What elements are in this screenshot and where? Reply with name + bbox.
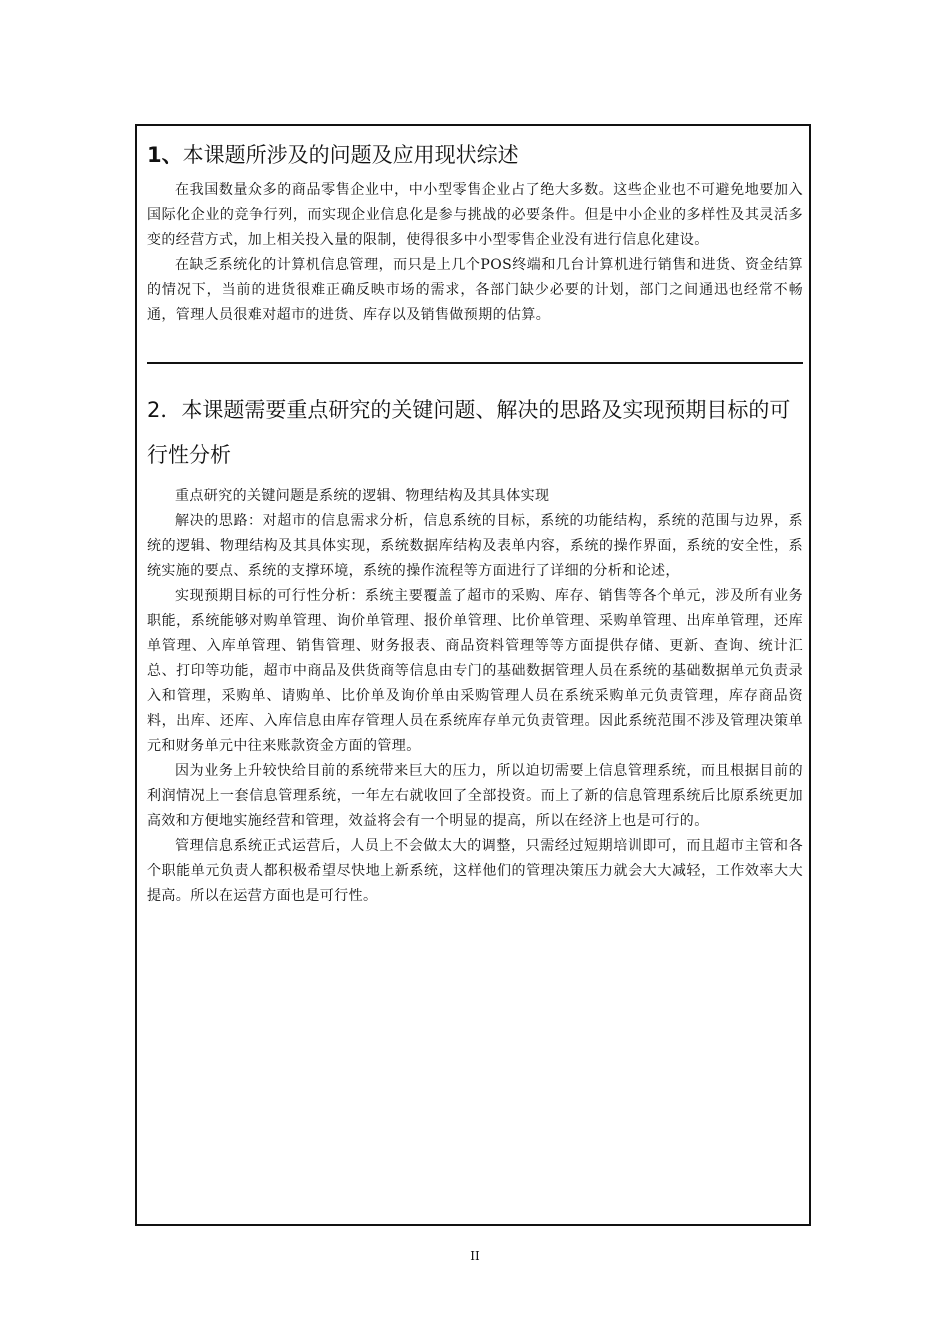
section-1-title: 本课题所涉及的问题及应用现状综述 <box>182 143 519 167</box>
frame-content <box>147 140 803 909</box>
section-2-paragraph: 因为业务上升较快给目前的系统带来巨大的压力，所以迫切需要上信息管理系统，而且根据目前的利润情况上一套信息管理系统，一年左右就收回了全部投资。而上了新的信息管理系统后比原系统更加高效和方便地实施经营和管理，效益将会有一个明显的提高，所以在经济上也是可行的。 <box>147 763 803 829</box>
section-2-number: 2． <box>147 398 182 422</box>
section-2-title: 本课题需要重点研究的关键问题、解决的思路及实现预期目标的可行性分析 <box>147 398 791 467</box>
section-2-paragraph: 实现预期目标的可行性分析：系统主要覆盖了超市的采购、库存、销售等各个单元，涉及所有业务职能，系统能够对购单管理、询价单管理、报价单管理、比价单管理、采购单管理、出库单管理，还库单管理、入库单管理、销售管理、财务报表、商品资料管理等等方面提供存储、更新、查询、统计汇总、打印等功能，超市中商品及供货商等信息由专门的基础数据管理人员在系统的基础数据单元负责录入和管理，采购单、请购单、比价单及询价单由采购管理人员在系统采购单元负责管理，库存商品资料，出库、还库、入库信息由库存管理人员在系统库存单元负责管理。因此系统范围不涉及管理决策单元和财务单元中往来账款资金方面的管理。 <box>147 588 803 754</box>
section-2-paragraph: 解决的思路：对超市的信息需求分析，信息系统的目标，系统的功能结构，系统的范围与边界，系统的逻辑、物理结构及其具体实现，系统数据库结构及表单内容，系统的操作界面，系统的安全性，系统实施的要点、系统的支撑环境，系统的操作流程等方面进行了详细的分析和论述， <box>147 513 803 579</box>
report-table-frame <box>135 124 811 1226</box>
section-2-paragraph: 重点研究的关键问题是系统的逻辑、物理结构及其具体实现 <box>175 488 550 504</box>
section-divider <box>147 362 803 364</box>
section-1-paragraph: 在缺乏系统化的计算机信息管理，而只是上几个POS终端和几台计算机进行销售和进货、资金结算的情况下，当前的进货很难正确反映市场的需求，各部门缺少必要的计划，部门之间通迅也经常不畅通，管理人员很难对超市的进货、库存以及销售做预期的估算。 <box>147 257 803 323</box>
section-1-paragraph: 在我国数量众多的商品零售企业中，中小型零售企业占了绝大多数。这些企业也不可避免地要加入国际化企业的竞争行列，而实现企业信息化是参与挑战的必要条件。但是中小企业的多样性及其灵活多变的经营方式，加上相关投入量的限制，使得很多中小型零售企业没有进行信息化建设。 <box>147 182 803 248</box>
page-number: II <box>470 1249 480 1263</box>
section-1-number: 1、 <box>147 143 183 167</box>
section-2-heading <box>147 388 803 478</box>
section-1-heading <box>147 140 803 170</box>
section-2-paragraph: 管理信息系统正式运营后，人员上不会做太大的调整，只需经过短期培训即可，而且超市主管和各个职能单元负责人都积极希望尽快地上新系统，这样他们的管理决策压力就会大大减轻，工作效率大大提高。所以在运营方面也是可行性。 <box>147 838 803 904</box>
